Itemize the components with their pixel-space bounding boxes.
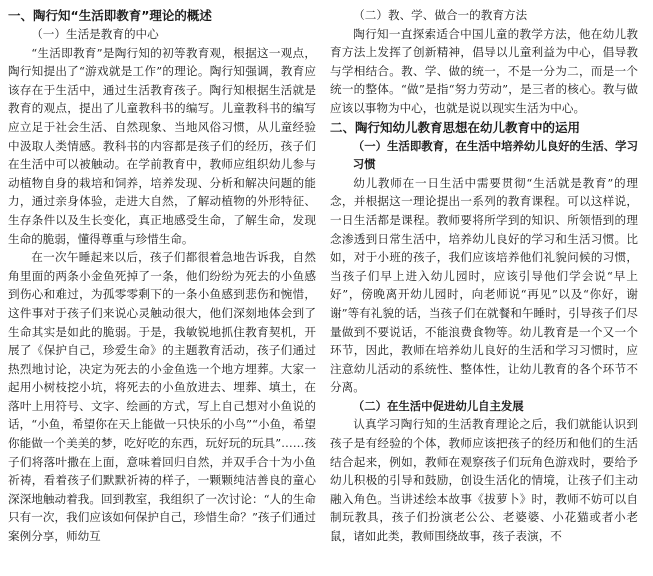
right-column — [330, 6, 638, 576]
subsection-1-heading: （一）生活是教育的中心 — [31, 27, 159, 41]
left-column — [8, 6, 316, 576]
paragraph-1: “生活即教育”是陶行知的初等教育观，根据这一观点，陶行知提出了“游戏就是工作”的理论。陶行知强调，教育应该存在于生活中，通过生活教育孩子。陶行知根据生活就是教育的观点，提出了儿童教科书的编写。儿童教科书的编写应立足于社会生活、自然现象、当地风俗习惯，从儿童经验中汲取人类情感。教科书的内容都是孩子们的经历，孩子们在生活中可以被触动。在学前教育中，教师应组织幼儿参与动植物自身的栽培和饲养，培养发现、分析和解决问题的能力，通过亲身体验，走进大自然，了解动植物的外形特征、生存条件以及生长变化，真正地感受生命，了解生命，发现生命的脆弱，懂得尊重与珍惜生命。 — [8, 45, 316, 246]
paragraph-2: 在一次午睡起来以后，孩子们都很着急地告诉我，自然角里面的两条小金鱼死掉了一条，他们纷纷为死去的小鱼感到伤心和难过，为孤零零剩下的一条小鱼感到悲伤和惋惜，这件事对于孩子们来说心灵触动很大，他们深刻地体会到了生命其实是如此的脆弱。于是，我敏锐地抓住教育契机，开展了《保护自己，珍爱生命》的主题教育活动，孩子们通过热烈地讨论，决定为死去的小金鱼选一个地方埋葬。大家一起用小树枝挖小坑，将死去的小鱼放进去、埋葬、填土，在落叶上用符号、文字、绘画的方式，写上自己想对小鱼说的话，“小鱼，希望你在天上能做一只快乐的小鸟”“小鱼，希望你能做一个美美的梦，吃好吃的东西，玩好玩的玩具”……孩子们将落叶撒在上面，意味着回归自然，并双手合十为小鱼祈祷，看着孩子们默默祈祷的样子，一颗颗纯洁善良的童心深深地触动着我。回到教室，我组织了一次讨论：“人的生命只有一次，我们应该如何保护自己，珍惜生命？”孩子们通过案例分享，师幼互 — [8, 250, 316, 544]
paragraph-5: 认真学习陶行知的生活教育理论之后，我们就能认识到孩子是有经验的个体，教师应该把孩子的经历和他们的生活结合起来，例如，教师在观察孩子们玩角色游戏时，要给予幼儿积极的引导和鼓励，创设生活化的情境，让孩子们主动融入角色。当讲述绘本故事《拔萝卜》时，教师不妨可以自制玩教具，孩子们扮演老公公、老婆婆、小花猫或者小老鼠，诸如此类，教师围绕故事，孩子表演，不 — [330, 417, 638, 544]
subsection-3-heading: （一）生活即教育，在生活中培养幼儿良好的生活、学习习惯 — [352, 138, 638, 172]
paragraph-3: 陶行知一直探索适合中国儿童的教学方法，他在幼儿教育方法上发挥了创新精神，倡导以儿童利益为中心，倡导教与学相结合。教、学、做的统一，不是一分为二，而是一个统一的整体。“做”是指“努力劳动”，是三者的核心。教与做应该以事物为中心，也就是说以现实生活为中心。 — [330, 26, 638, 115]
subsection-2-heading: （二）教、学、做合一的教育方法 — [353, 8, 528, 22]
section-1-heading: 一、陶行知“生活即教育”理论的概述 — [8, 8, 212, 23]
subsection-4-heading: （二）在生活中促进幼儿自主发展 — [352, 398, 524, 413]
paragraph-4: 幼儿教师在一日生活中需要贯彻“生活就是教育”的理念，并根据这一理论提出一系列的教育课程。可以这样说，一日生活都是课程。教师要将所学到的知识、所领悟到的理念渗透到日常生活中，培养幼儿良好的学习和生活习惯。比如，对于小班的孩子，我们应该培养他们礼貌问候的习惯，当孩子们早上进入幼儿园时，应该引导他们学会说“早上好”，傍晚离开幼儿园时，向老师说“再见”以及“你好，谢谢”等有礼貌的话，当孩子们在就餐和午睡时，引导孩子们尽量做到不要说话，不能浪费食物等。幼儿教育是一个又一个环节，因此，教师在培养幼儿良好的生活和学习习惯时，应注意幼儿活动的系统性、整体性，让幼儿教育的各个环节不分离。 — [330, 175, 638, 395]
section-2-heading: 二、陶行知幼儿教育思想在幼儿教育中的运用 — [330, 119, 581, 135]
